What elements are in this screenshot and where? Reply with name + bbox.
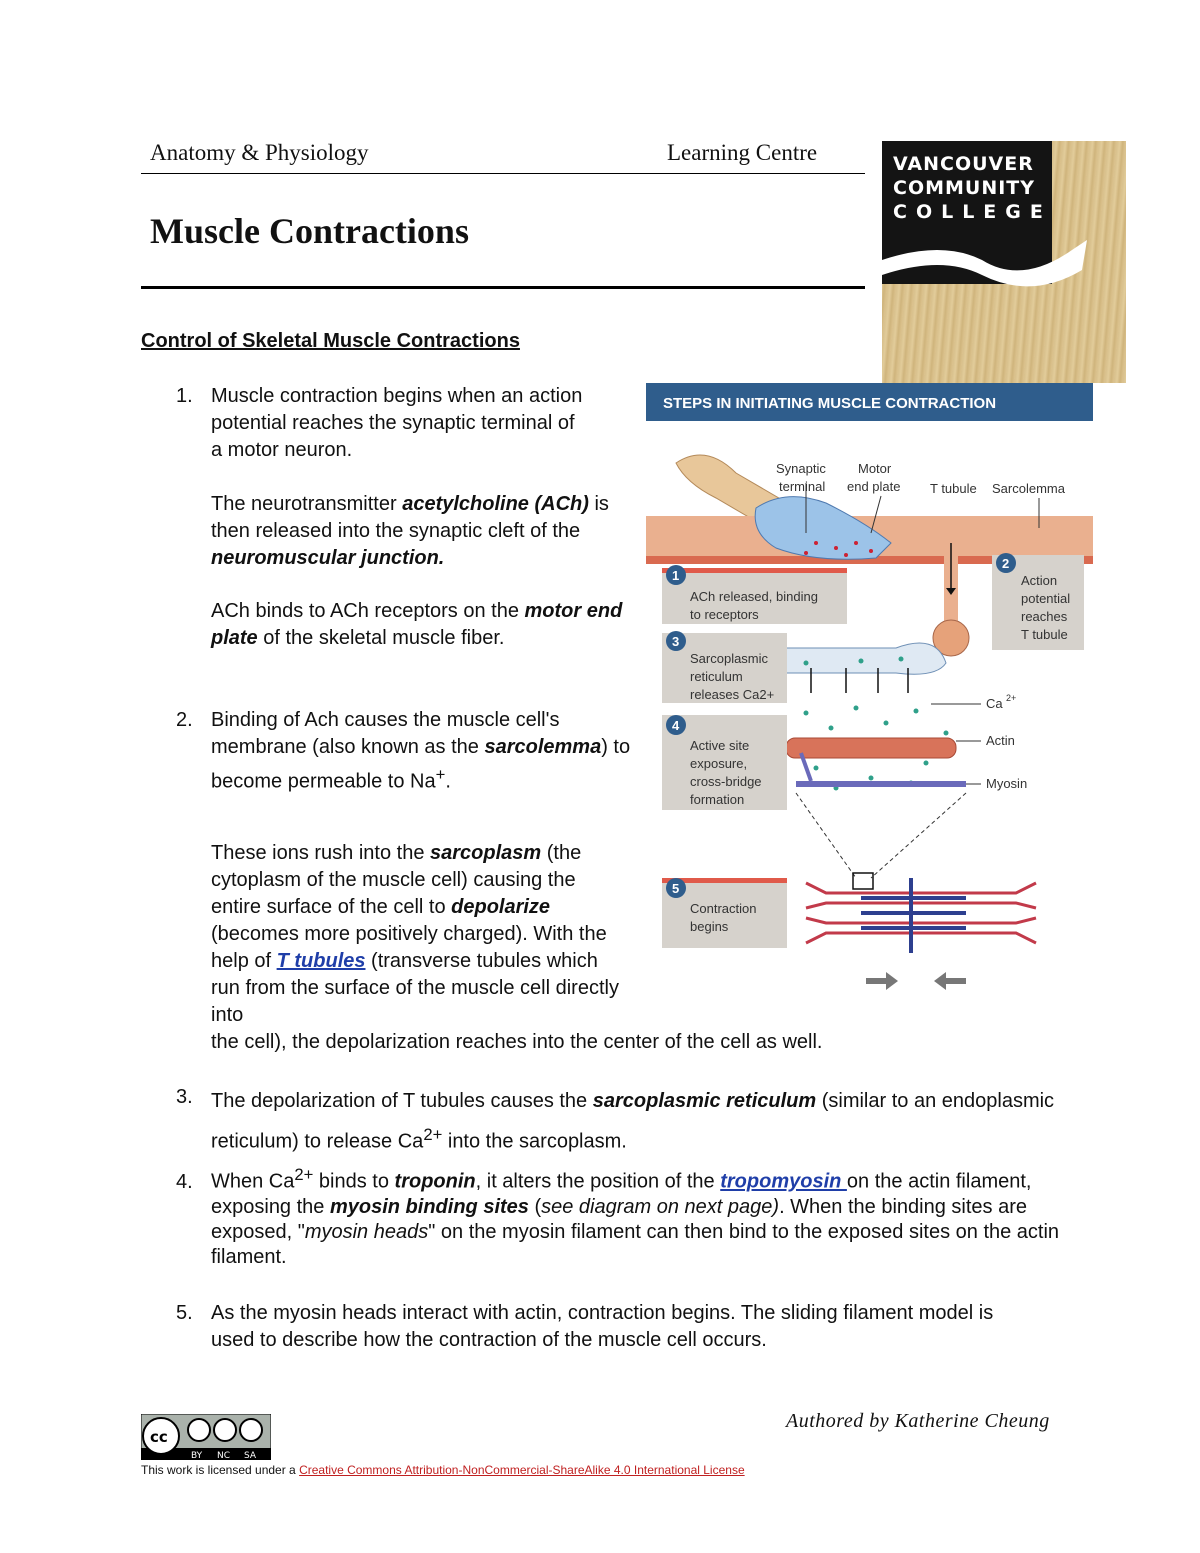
section-heading: Control of Skeletal Muscle Contractions <box>141 330 520 352</box>
actin-filament <box>786 738 956 758</box>
item-1-paragraph-2: The neurotransmitter acetylcholine (ACh) is then released into the synaptic cleft of the neuromuscular junction. <box>211 493 609 569</box>
svg-text:ACh released, binding to: ACh released, binding to receptors <box>690 589 818 622</box>
label-actin: Actin <box>986 733 1015 748</box>
term-sarcolemma: sarcolemma <box>484 736 602 758</box>
label-ca: Ca <box>986 696 1003 711</box>
nc-icon <box>214 1419 236 1441</box>
t-tubules-link[interactable]: T tubules <box>276 950 366 972</box>
step-box-1 <box>662 565 847 624</box>
logo-line-1: VANCOUVER <box>893 153 1034 175</box>
item-5-text: As the myosin heads interact with actin, contraction begins. The sliding filament model is used to describe how the contraction of the muscle cell occurs. <box>211 1302 994 1351</box>
item-3-text: The depolarization of T tubules causes the sarcoplasmic reticulum (similar to an endoplasmic reticulum) to release $Ca^{2+}$ into the sarcoplasm. <box>211 1090 1055 1153</box>
license-link[interactable]: Creative Commons Attribution-NonCommercial-ShareAlike 4.0 International License <box>299 1463 745 1477</box>
tropomyosin-link[interactable]: tropomyosin <box>720 1170 847 1193</box>
term-depolarize: depolarize <box>451 896 551 918</box>
header-rule <box>141 173 865 174</box>
svg-text:1: 1 <box>672 568 680 583</box>
step-box-3 <box>662 631 787 703</box>
term-troponin: troponin <box>394 1170 476 1193</box>
item-number: 5. <box>176 1302 193 1324</box>
logo-line-2: COMMUNITY <box>893 177 1036 199</box>
header-centre: Learning Centre <box>667 140 818 165</box>
item-number: 3. <box>176 1086 193 1108</box>
label-ca-sup: 2+ <box>1006 693 1017 703</box>
label-motor: Motor <box>858 461 892 476</box>
term-sarcoplasm: sarcoplasm <box>430 842 542 864</box>
page-title: Muscle Contractions <box>150 211 469 251</box>
svg-text:5: 5 <box>672 881 680 896</box>
by-icon <box>188 1419 210 1441</box>
myosin-filament <box>796 781 966 787</box>
svg-text:Contraction begins: Contraction begins <box>690 901 757 934</box>
calcium-ions <box>794 657 949 791</box>
svg-text:Active site exposure,: Active site exposure, cross-bridge formation <box>690 738 762 807</box>
logo-wave-icon <box>882 230 1126 290</box>
contraction-diagram <box>646 383 1093 1003</box>
header-subject: Anatomy & Physiology <box>150 140 369 165</box>
term-acetylcholine: acetylcholine (ACh) <box>402 493 589 515</box>
license-statement: This work is licensed under a Creative Commons Attribution-NonCommercial-ShareAlike 4.0 International License <box>141 1463 745 1477</box>
item-number: 1. <box>176 385 193 407</box>
svg-text:cc: cc <box>150 1428 168 1446</box>
logo-line-3: COLLEGE <box>893 201 1052 223</box>
label-sarcolemma: Sarcolemma <box>992 481 1065 496</box>
svg-text:2: 2 <box>1002 556 1010 571</box>
svg-text:Action potential r: Action potential reaches T tubule <box>1021 573 1071 642</box>
term-neuromuscular-junction: neuromuscular junction. <box>211 547 445 569</box>
logo-text <box>893 152 1052 224</box>
item-number: 2. <box>176 709 193 731</box>
svg-text:BY NC SA: BY NC SA <box>191 1451 257 1460</box>
sa-icon <box>240 1419 262 1441</box>
step-box-4 <box>662 715 787 810</box>
item-1-paragraph-3: ACh binds to ACh receptors on the motor end plate of the skeletal muscle fiber. <box>211 600 623 649</box>
sarcomere <box>806 873 1036 953</box>
title-rule <box>141 286 865 289</box>
term-sarcoplasmic-reticulum: sarcoplasmic reticulum <box>592 1090 817 1112</box>
label-end-plate: end plate <box>847 479 901 494</box>
item-2-paragraph-2-end: the cell), the depolarization reaches into the center of the cell as well. <box>211 1031 823 1053</box>
creative-commons-badge <box>141 1414 271 1460</box>
item-number: 4. <box>176 1171 193 1193</box>
item-1-paragraph-1: Muscle contraction begins when an action potential reaches the synaptic terminal of a motor neuron. <box>211 385 583 461</box>
item-4-text: When $Ca^{2+}$ binds to troponin, it alters the position of the tropomyosin on the actin filament, exposing the myosin binding sites (see diagram on next page). When the binding sites are exposed, "myosin heads" on the myosin filament can then bind to the exposed sites on the actin filament. <box>211 1165 1060 1268</box>
item-2-paragraph-1: Binding of Ach causes the muscle cell's membrane (also known as the sarcolemma) to become permeable to Na+. <box>211 709 631 793</box>
svg-text:3: 3 <box>672 634 680 649</box>
item-2-paragraph-2: These ions rush into the sarcoplasm (the cytoplasm of the muscle cell) causing the entire surface of the cell to depolarize (becomes more positively charged). With the help of T tubules (transverse tubules which run from the surface of the muscle cell directly into <box>211 842 619 1026</box>
svg-text:Sarcoplasmic reticulum: Sarcoplasmic reticulum releases Ca2+ <box>690 651 775 702</box>
author-credit: Authored by Katherine Cheung <box>786 1410 1050 1432</box>
label-myosin: Myosin <box>986 776 1028 791</box>
term-myosin-binding-sites: myosin binding sites <box>329 1195 529 1218</box>
label-t-tubule: T tubule <box>930 481 977 496</box>
step-box-2 <box>992 553 1084 650</box>
label-terminal: terminal <box>779 479 826 494</box>
svg-text:4: 4 <box>672 718 680 733</box>
label-synaptic: Synaptic <box>776 461 826 476</box>
step-box-5 <box>662 878 787 948</box>
term-motor-end-plate: motor end plate <box>211 600 623 649</box>
figure-banner-text: STEPS IN INITIATING MUSCLE CONTRACTION <box>663 395 997 412</box>
